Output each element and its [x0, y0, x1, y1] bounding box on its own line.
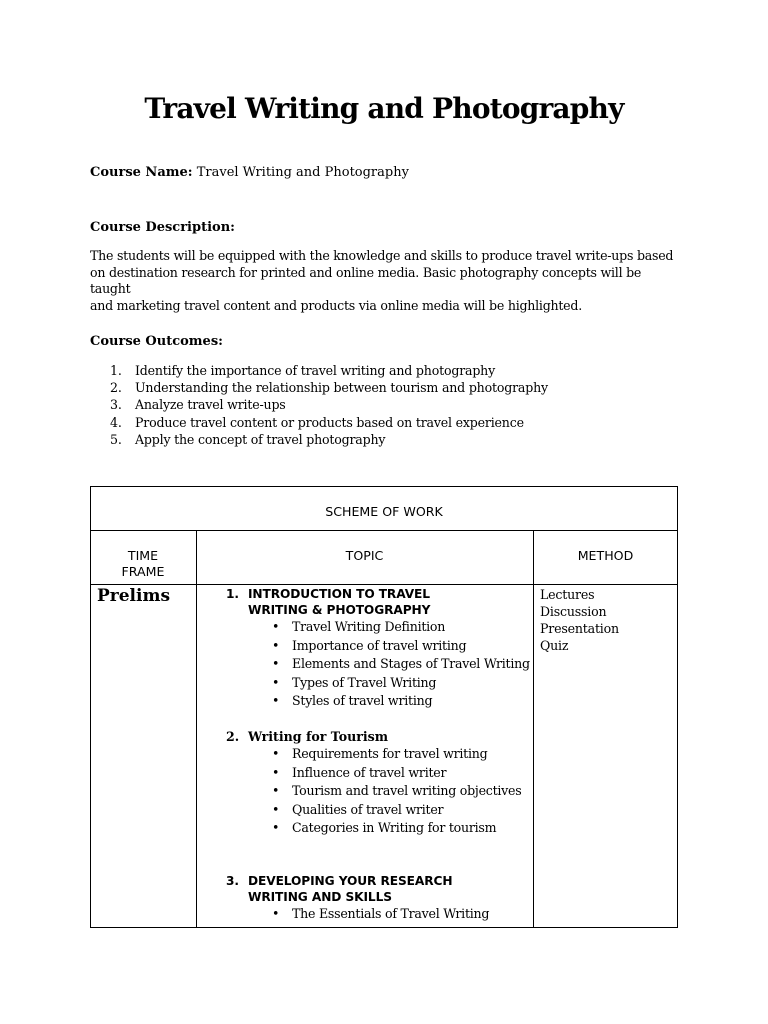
topic-bullet: • Qualities of travel writer — [220, 801, 521, 820]
scheme-of-work-title: SCHEME OF WORK — [325, 504, 443, 519]
table-border — [90, 486, 678, 487]
topic-bullet: • Travel Writing Definition — [220, 618, 530, 637]
method-list — [540, 586, 619, 654]
topic-heading: 2. Writing for Tourism — [226, 729, 389, 744]
topic-heading: 3. DEVELOPING YOUR RESEARCH WRITING AND SKILLS — [226, 874, 453, 904]
topic-block — [220, 729, 521, 838]
course-description-heading — [90, 220, 235, 236]
outcome-item: 4. Produce travel content or products based on travel experience — [110, 414, 524, 430]
time-frame-prelims: Prelims — [97, 586, 171, 606]
method-item: Lectures — [540, 587, 595, 602]
header-method: METHOD — [577, 548, 634, 563]
topic-bullet: • Tourism and travel writing objectives — [220, 782, 521, 801]
table-border — [90, 927, 678, 928]
header-topic: TOPIC — [345, 548, 384, 563]
topic-bullet: • Categories in Writing for tourism — [220, 819, 521, 838]
topic-bullet: • Influence of travel writer — [220, 764, 521, 783]
document-title: Travel Writing and Photography — [144, 92, 624, 125]
description-line: on destination research for printed and online media. Basic photography concepts will be taught — [90, 264, 642, 296]
method-item: Quiz — [540, 638, 569, 653]
table-row-divider — [90, 584, 678, 585]
outcome-item: 3. Analyze travel write-ups — [110, 397, 286, 413]
scheme-of-work-table — [90, 486, 678, 928]
course-outcomes-list — [110, 362, 548, 448]
topic-block — [220, 873, 508, 924]
table-column-divider — [533, 530, 534, 928]
course-outcomes-heading — [90, 334, 223, 350]
course-outcomes-label: Course Outcomes: — [90, 334, 223, 349]
description-line: and marketing travel content and products via online media will be highlighted. — [90, 297, 582, 313]
topic-block — [220, 586, 530, 711]
header-time-frame: TIME FRAME — [121, 548, 165, 579]
method-item: Presentation — [540, 621, 619, 636]
table-column-divider — [196, 530, 197, 928]
outcome-item: 5. Apply the concept of travel photography — [110, 431, 386, 447]
course-name-value: Travel Writing and Photography — [196, 165, 409, 180]
topic-bullet: • Importance of travel writing — [220, 637, 530, 656]
topic-heading: 1. INTRODUCTION TO TRAVEL WRITING & PHOTOGRAPHY — [226, 587, 431, 617]
outcome-item: 1. Identify the importance of travel writing and photography — [110, 363, 496, 378]
topic-bullets — [220, 618, 530, 711]
course-description-label: Course Description: — [90, 220, 235, 235]
topic-bullet: • Elements and Stages of Travel Writing — [220, 655, 530, 674]
table-row-divider — [90, 530, 678, 531]
description-line: The students will be equipped with the knowledge and skills to produce travel write-ups based — [90, 248, 674, 263]
method-item: Discussion — [540, 604, 607, 619]
course-name — [90, 165, 409, 181]
topic-bullet: • Requirements for travel writing — [220, 745, 521, 764]
course-description-text — [90, 248, 680, 314]
course-name-label: Course Name: — [90, 165, 193, 180]
topic-bullets — [220, 905, 508, 924]
outcome-item: 2. Understanding the relationship between tourism and photography — [110, 380, 548, 396]
topic-bullet: • The Essentials of Travel Writing — [220, 905, 508, 924]
topic-bullets — [220, 745, 521, 838]
topic-bullet: • Types of Travel Writing — [220, 674, 530, 693]
topic-bullet: • Styles of travel writing — [220, 692, 530, 711]
